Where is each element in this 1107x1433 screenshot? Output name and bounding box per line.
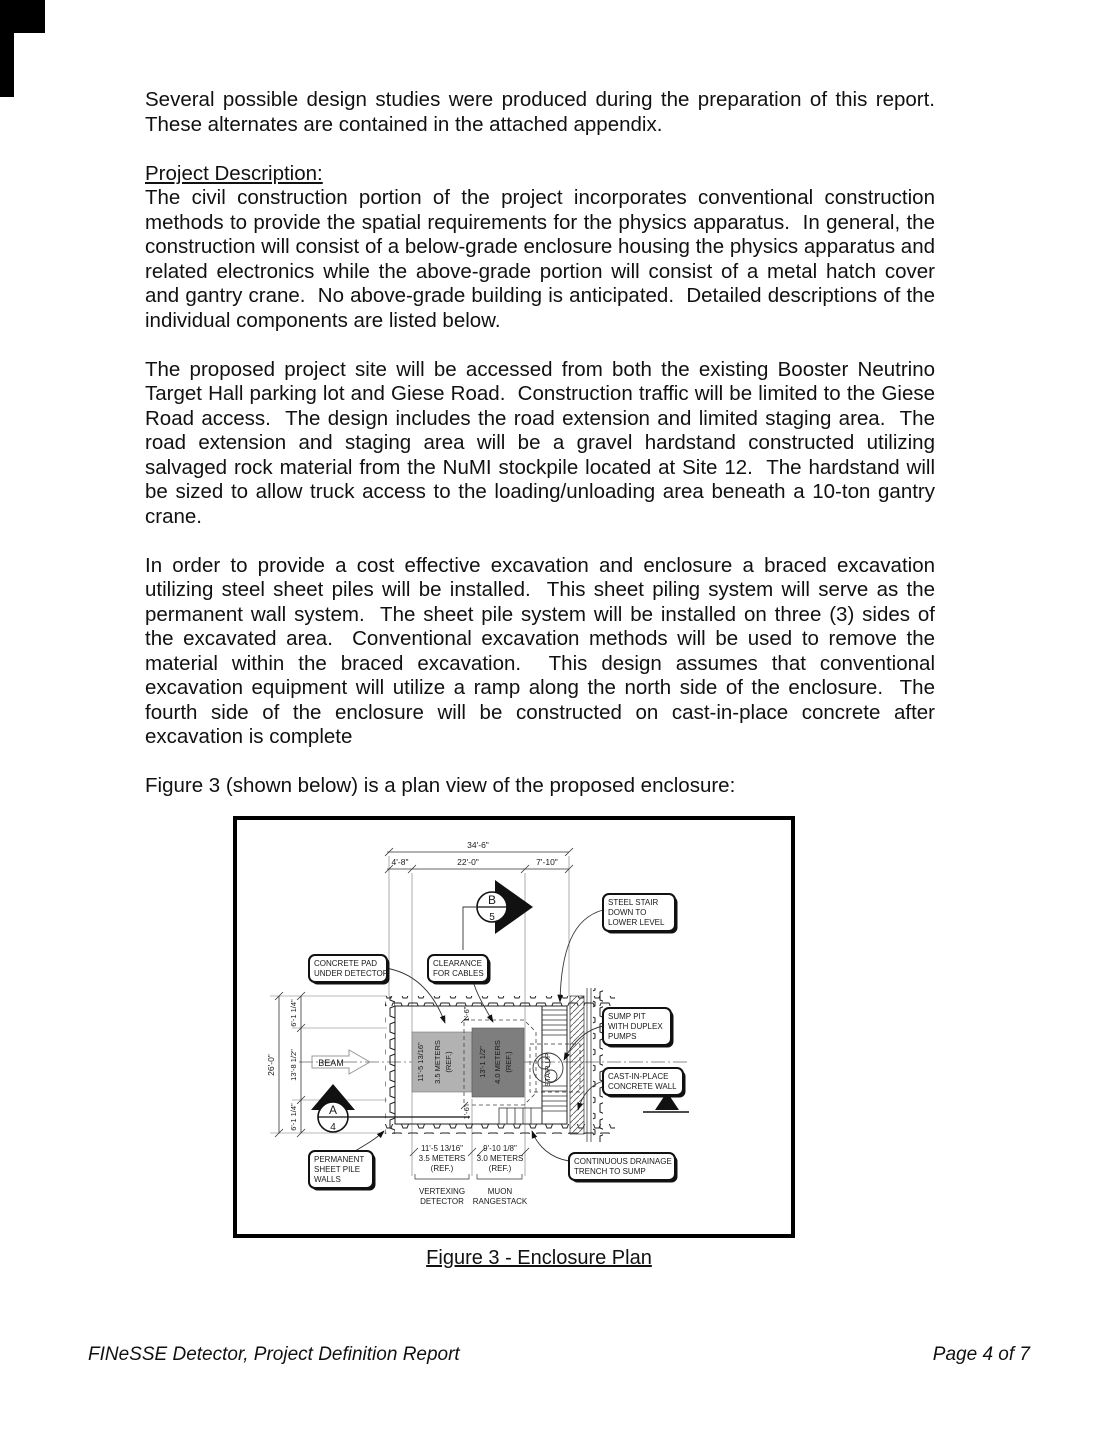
detector-meters-text: 3.5 METERS (433, 1040, 442, 1084)
label-clearance (428, 955, 491, 985)
section-heading-project-description: Project Description: (145, 161, 323, 185)
muon-rangestack-box (472, 1028, 524, 1097)
label-sump-pit (603, 1008, 674, 1048)
svg-text:SUMP PIT: SUMP PIT (608, 1012, 646, 1021)
svg-text:SHEET PILE: SHEET PILE (314, 1165, 361, 1174)
svg-text:CONTINUOUS DRAINAGE: CONTINUOUS DRAINAGE (574, 1157, 672, 1166)
vertexing-detector-box (412, 1032, 472, 1092)
section-b-letter: B (487, 893, 497, 907)
section-marker-b (463, 880, 533, 950)
label-steel-stair (603, 894, 678, 934)
bottom-dim-left-m: 3.5 METERS (418, 1154, 466, 1163)
svg-text:WITH DUPLEX: WITH DUPLEX (608, 1022, 663, 1031)
muon-label-1: MUON (487, 1187, 513, 1196)
svg-text:WALLS: WALLS (314, 1175, 341, 1184)
svg-text:TRENCH TO SUMP: TRENCH TO SUMP (574, 1167, 646, 1176)
bottom-dim-left-ref: (REF.) (430, 1164, 454, 1173)
svg-text:LOWER LEVEL: LOWER LEVEL (608, 918, 665, 927)
svg-text:CONCRETE WALL: CONCRETE WALL (608, 1082, 677, 1091)
body-text (145, 88, 947, 823)
figure-intro-line: Figure 3 (shown below) is a plan view of the proposed enclosure: (145, 774, 736, 797)
dimension-bottom (410, 1144, 529, 1206)
dim-height-top: 6'-1 1/4" (289, 999, 298, 1027)
rangestack-ref-text: (REF.) (504, 1051, 513, 1073)
detector-dim-text: 11'-5 13/16" (416, 1042, 425, 1082)
label-concrete-pad (309, 955, 390, 985)
svg-text:STEEL STAIR: STEEL STAIR (608, 898, 659, 907)
svg-text:FOR CABLES: FOR CABLES (433, 969, 484, 978)
bottom-dim-left-ft: 11'-5 13/16" (420, 1144, 464, 1153)
footer-page-number: Page 4 of 7 (932, 1344, 1030, 1365)
dim-seg-center: 22'-0" (457, 857, 479, 867)
vertexing-label-2: DETECTOR (420, 1197, 464, 1206)
paragraph-civil-construction: The civil construction portion of the project incorporates conventional construction methods to provide the spatial requirements for the physics apparatus. In general, the construction will consist of a below-grade enclosure housing the physics apparatus and related electronics while the above-grade portion will consist of a metal hatch cover and gantry crane. No above-grade building is anticipated. Detailed descriptions of the individual components are listed below. (145, 186, 941, 332)
svg-text:CONCRETE PAD: CONCRETE PAD (314, 959, 377, 968)
dim-height-bottom: 6'-1 1/4" (289, 1103, 298, 1131)
dim-height-mid: 13'-8 1/2" (289, 1049, 298, 1081)
dim-seg-right: 7'-10" (536, 857, 558, 867)
stair-up-text: STAIR UP (543, 1052, 552, 1088)
label-cast-wall (603, 1068, 686, 1098)
svg-text:UNDER DETECTOR: UNDER DETECTOR (314, 969, 389, 978)
vertexing-label-1: VERTEXING (418, 1187, 466, 1196)
section-b-number: 5 (489, 912, 495, 923)
scan-artifact-corner-bar (0, 0, 14, 97)
label-sheet-pile (309, 1151, 376, 1191)
bottom-dim-right-m: 3.0 METERS (476, 1154, 524, 1163)
clearance-top-dim: 1'-6" (462, 1006, 471, 1022)
cast-wall-hatch (570, 996, 584, 1134)
rangestack-dim-text: 13'-1 1/2" (478, 1046, 487, 1078)
muon-label-2: RANGESTACK (472, 1197, 528, 1206)
svg-text:CLEARANCE: CLEARANCE (433, 959, 482, 968)
paragraph-excavation: In order to provide a cost effective excavation and enclosure a braced excavation utilizing steel sheet piles will be installed. This sheet piling system will serve as the permanent wall system. The sheet pile system will be installed on three (3) sides of the excavated area. Conventional excavation methods will be used to remove the material within the braced excavation. This design assumes that conventional excavation equipment will utilize a ramp along the north side of the enclosure. The fourth side of the enclosure will be constructed on cast-in-place concrete after excavation is complete (145, 553, 941, 748)
figure-3-frame (233, 816, 795, 1238)
footer-document-title: FINeSSE Detector, Project Definition Report (88, 1344, 460, 1365)
label-drainage (569, 1153, 678, 1183)
bottom-dim-right-ref: (REF.) (488, 1164, 512, 1173)
svg-text:DOWN TO: DOWN TO (608, 908, 647, 917)
paragraph-design-studies: Several possible design studies were produced during the preparation of this report. These alternates are contained in the attached appendix. (145, 88, 947, 136)
enclosure-plan-drawing (237, 820, 791, 1234)
dim-overall-height: 26'-0" (266, 1054, 276, 1076)
detector-ref-text: (REF.) (444, 1051, 453, 1073)
clearance-bottom-dim: 1'-6" (462, 1104, 471, 1120)
bottom-dim-right-ft: 9'-10 1/8" (483, 1144, 517, 1153)
svg-text:CAST-IN-PLACE: CAST-IN-PLACE (608, 1072, 669, 1081)
svg-text:PERMANENT: PERMANENT (314, 1155, 365, 1164)
section-a-letter: A (328, 1103, 338, 1117)
dim-overall-width: 34'-6" (467, 840, 489, 850)
figure-caption: Figure 3 - Enclosure Plan (426, 1247, 652, 1269)
beam-text: BEAM (318, 1058, 344, 1068)
section-a-number: 4 (330, 1122, 336, 1133)
svg-text:PUMPS: PUMPS (608, 1032, 637, 1041)
dim-seg-left: 4'-8" (391, 857, 409, 867)
rangestack-meters-text: 4.0 METERS (493, 1040, 502, 1084)
lower-steps (499, 1108, 542, 1124)
paragraph-site-access: The proposed project site will be accessed from both the existing Booster Neutrino Target Hall parking lot and Giese Road. Construction traffic will be limited to the Giese Road access. The design includes the road extension and limited staging area. The road extension and staging area will be a gravel hardstand constructed utilizing salvaged rock material from the NuMI stockpile located at Site 12. The hardstand will be sized to allow truck access to the loading/unloading area beneath a 10-ton gantry crane. (145, 357, 941, 528)
